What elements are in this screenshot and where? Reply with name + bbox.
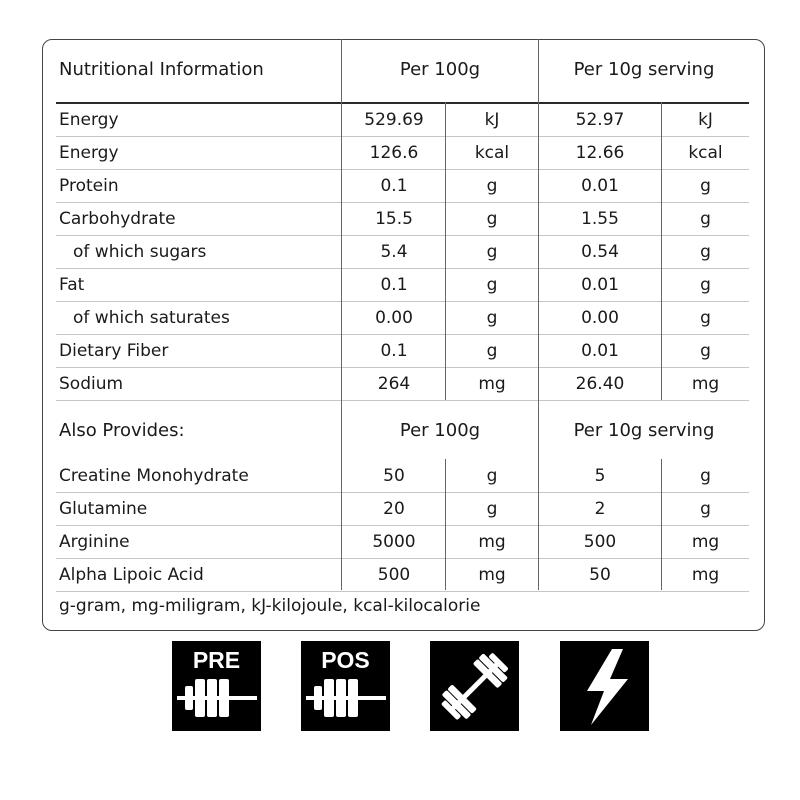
units-footnote: g-gram, mg-miligram, kJ-kilojoule, kcal-kilocalorie [59, 596, 481, 616]
unit-per-100g: mg [478, 565, 506, 585]
value-per-serving: 52.97 [575, 110, 625, 130]
unit-per-100g: g [486, 242, 498, 262]
pre-workout-icon [172, 641, 261, 731]
header-per-serving: Per 10g serving [573, 59, 715, 80]
pre-label: PRE [192, 647, 241, 673]
row-divider [56, 525, 749, 526]
value-per-100g: 500 [377, 565, 411, 585]
dumbbell-icon [430, 641, 519, 731]
table-title: Nutritional Information [59, 59, 264, 80]
unit-per-serving: g [700, 242, 711, 262]
row-divider [56, 301, 749, 302]
unit-per-serving: kJ [698, 110, 713, 130]
unit-per-100g: g [486, 176, 498, 196]
row-label: Alpha Lipoic Acid [59, 565, 204, 585]
pos-label: POS [321, 647, 370, 673]
unit-divider-1 [445, 102, 446, 400]
row-label: Fat [59, 275, 85, 295]
value-per-100g: 50 [383, 466, 405, 486]
value-per-serving: 50 [589, 565, 611, 585]
unit-per-100g: g [486, 341, 498, 361]
row-label: of which saturates [73, 308, 230, 328]
lightning-icon [560, 641, 649, 731]
unit-per-serving: g [700, 308, 711, 328]
row-divider [56, 492, 749, 493]
row-divider [56, 400, 749, 401]
header-per-100g: Per 100g [399, 59, 481, 80]
value-per-100g: 529.69 [364, 110, 424, 130]
unit-per-100g: g [486, 466, 498, 486]
row-divider [56, 136, 749, 137]
unit-divider-4 [661, 459, 662, 590]
row-divider [56, 268, 749, 269]
value-per-serving: 0.01 [581, 275, 619, 295]
unit-divider-2 [661, 102, 662, 400]
row-divider [56, 558, 749, 559]
unit-divider-3 [445, 459, 446, 590]
row-label: Arginine [59, 532, 130, 552]
value-per-100g: 126.6 [369, 143, 419, 163]
unit-per-100g: mg [478, 532, 506, 552]
value-per-serving: 0.00 [581, 308, 619, 328]
value-per-100g: 0.1 [380, 275, 408, 295]
row-label: Energy [59, 110, 119, 130]
row-label: Dietary Fiber [59, 341, 169, 361]
also-provides-title: Also Provides: [59, 420, 185, 441]
row-label: Carbohydrate [59, 209, 176, 229]
unit-per-serving: g [700, 209, 711, 229]
also-header-per-100g: Per 100g [399, 420, 481, 441]
unit-per-100g: g [486, 275, 498, 295]
row-divider [56, 202, 749, 203]
header-divider [56, 102, 749, 104]
row-divider [56, 169, 749, 170]
row-label: Sodium [59, 374, 124, 394]
unit-per-100g: g [486, 499, 498, 519]
value-per-serving: 12.66 [575, 143, 625, 163]
value-per-100g: 0.1 [380, 176, 408, 196]
column-divider-2 [538, 39, 539, 590]
unit-per-serving: mg [691, 532, 720, 552]
value-per-100g: 0.1 [380, 341, 408, 361]
value-per-100g: 0.00 [375, 308, 413, 328]
value-per-serving: 1.55 [581, 209, 619, 229]
value-per-100g: 15.5 [375, 209, 413, 229]
row-label: of which sugars [73, 242, 207, 262]
value-per-serving: 0.54 [581, 242, 619, 262]
value-per-100g: 264 [377, 374, 411, 394]
row-divider [56, 367, 749, 368]
row-label: Creatine Monohydrate [59, 466, 249, 486]
unit-per-serving: g [700, 499, 711, 519]
column-divider-1 [341, 39, 342, 590]
row-divider [56, 235, 749, 236]
row-label: Energy [59, 143, 119, 163]
value-per-serving: 5 [594, 466, 606, 486]
row-label: Protein [59, 176, 119, 196]
value-per-serving: 26.40 [575, 374, 625, 394]
unit-per-100g: g [486, 209, 498, 229]
value-per-serving: 0.01 [581, 176, 619, 196]
unit-per-100g: kJ [484, 110, 500, 130]
row-divider [56, 591, 749, 592]
value-per-serving: 2 [594, 499, 606, 519]
unit-per-serving: g [700, 341, 711, 361]
post-workout-icon [301, 641, 390, 731]
unit-per-100g: g [486, 308, 498, 328]
unit-per-serving: kcal [688, 143, 723, 163]
unit-per-100g: mg [478, 374, 506, 394]
row-divider [56, 334, 749, 335]
unit-per-100g: kcal [474, 143, 510, 163]
value-per-serving: 500 [583, 532, 617, 552]
value-per-100g: 5000 [372, 532, 416, 552]
value-per-100g: 5.4 [380, 242, 408, 262]
value-per-serving: 0.01 [581, 341, 619, 361]
unit-per-serving: mg [691, 374, 720, 394]
also-header-per-serving: Per 10g serving [573, 420, 715, 441]
value-per-100g: 20 [383, 499, 405, 519]
unit-per-serving: g [700, 275, 711, 295]
unit-per-serving: mg [691, 565, 720, 585]
unit-per-serving: g [700, 466, 711, 486]
unit-per-serving: g [700, 176, 711, 196]
row-label: Glutamine [59, 499, 148, 519]
